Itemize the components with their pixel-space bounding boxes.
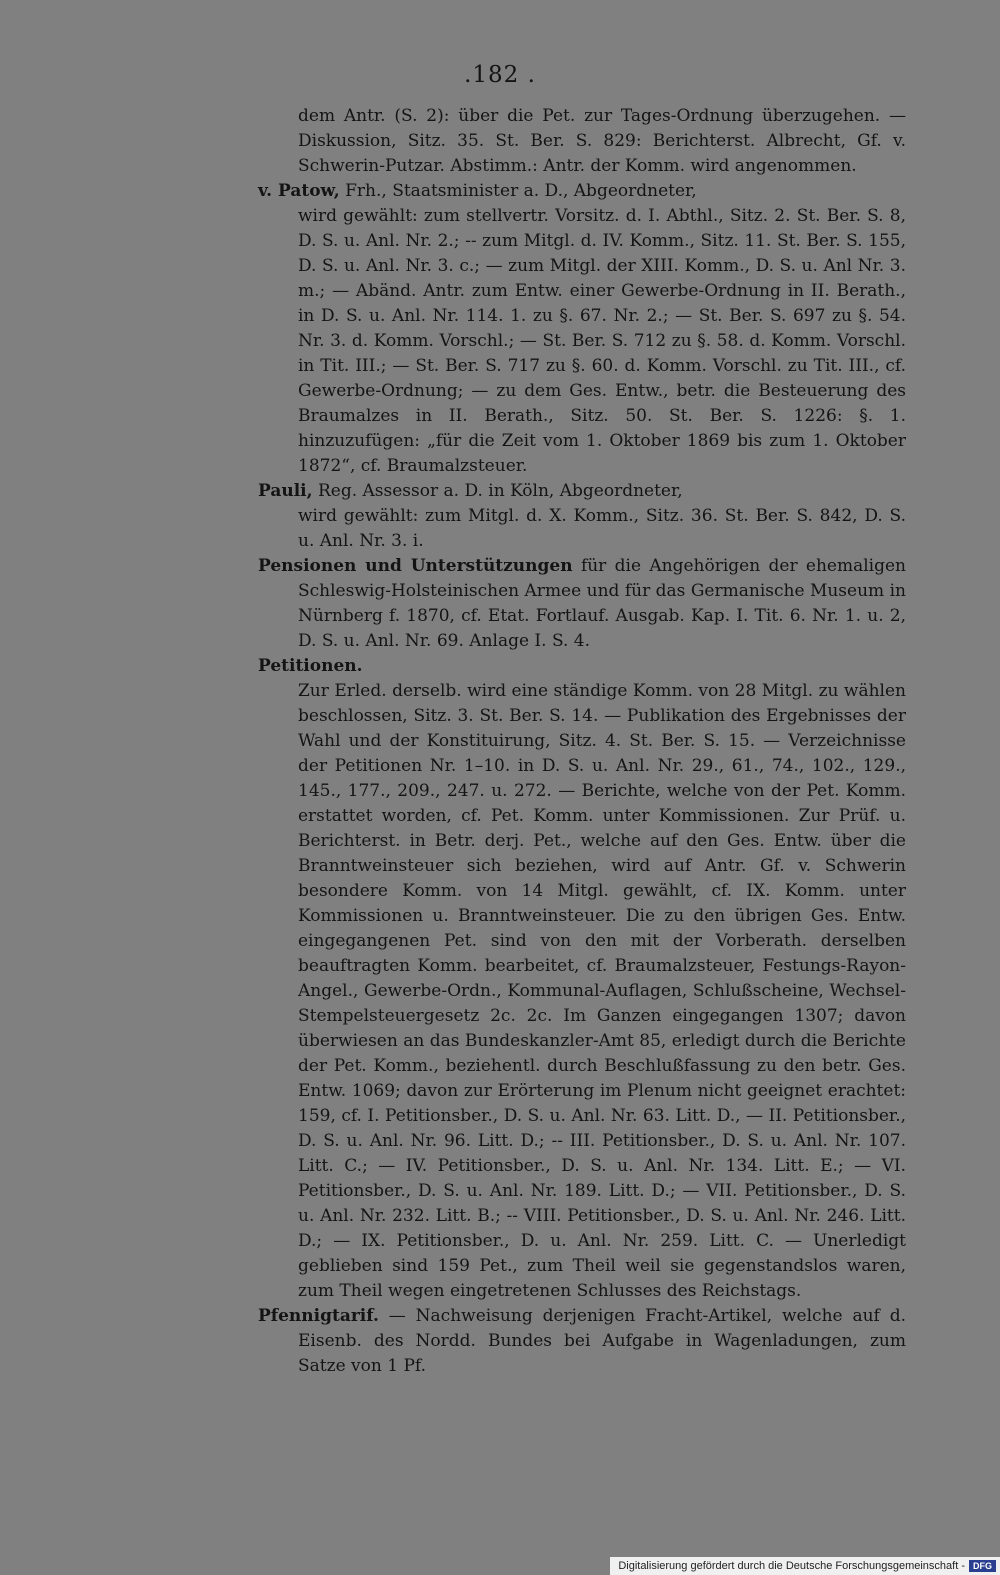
entry-pfennigtarif	[258, 1304, 906, 1379]
entry-head-text: — Nachweisung derjenigen Fracht-Artikel, welche auf d. Eisenb. des Nordd. Bundes bei Aufgabe in Wagenladungen, zum Satze von 1 Pf.	[298, 1306, 906, 1376]
headword-pfennigtarif: Pfennigtarif.	[258, 1306, 379, 1326]
entry-body-text: wird gewählt: zum Mitgl. d. X. Komm., Sitz. 36. St. Ber. S. 842, D. S. u. Anl. Nr. 3. i.	[298, 506, 906, 551]
entry-pensionen	[258, 554, 906, 654]
entry-text: dem Antr. (S. 2): über die Pet. zur Tages-Ordnung überzugehen. — Diskussion, Sitz. 35. St. Ber. S. 829: Berichterst. Albrecht, Gf. v. Schwerin-Putzar. Abstimm.: Antr. der Komm. wird angenommen.	[298, 106, 906, 176]
entry-continuation	[258, 104, 906, 179]
headword-pauli: Pauli,	[258, 481, 313, 501]
entry-pauli-head	[258, 479, 906, 504]
headword-patow: v. Patow,	[258, 181, 340, 201]
entry-head-text: Frh., Staatsminister a. D., Abgeordneter,	[345, 181, 697, 201]
headword-pensionen: Pensionen und Unterstützungen	[258, 556, 573, 576]
entry-pauli-body	[258, 504, 906, 554]
headword-petitionen: Petitionen.	[258, 656, 363, 676]
footer-text: Digitalisierung gefördert durch die Deutsche Forschungsgemeinschaft -	[618, 1560, 965, 1572]
entry-body-text: wird gewählt: zum stellvertr. Vorsitz. d. I. Abthl., Sitz. 2. St. Ber. S. 8, D. S. u. Anl. Nr. 2.; -- zum Mitgl. d. IV. Komm., Sitz. 11. St. Ber. S. 155, D. S. u. Anl. Nr. 3. c.; — zum Mitgl. der XIII. Komm., D. S. u. Anl Nr. 3. m.; — Abänd. Antr. zum Entw. einer Gewerbe-Ordnung in II. Berath., in D. S. u. Anl. Nr. 114. 1. zu §. 67. Nr. 2.; — St. Ber. S. 697 zu §. 54. Nr. 3. d. Komm. Vorschl.; — St. Ber. S. 712 zu §. 58. d. Komm. Vorschl. in Tit. III.; — St. Ber. S. 717 zu §. 60. d. Komm. Vorschl. zu Tit. III., cf. Gewerbe-Ordnung; — zu dem Ges. Entw., betr. die Besteuerung des Braumalzes in II. Berath., Sitz. 50. St. Ber. S. 1226: §. 1. hinzuzufügen: „für die Zeit vom 1. Oktober 1869 bis zum 1. Oktober 1872“, cf. Braumalzsteuer.	[298, 206, 906, 476]
entry-head-text: Reg. Assessor a. D. in Köln, Abgeordneter,	[317, 481, 683, 501]
entry-petitionen-head	[258, 654, 906, 679]
entry-patow-head	[258, 179, 906, 204]
digitization-footer	[610, 1557, 1000, 1575]
page-number: .182 .	[464, 62, 536, 88]
entry-head-text: für die Angehörigen der ehemaligen Schleswig-Holsteinischen Armee und für das Germanische Museum in Nürnberg f. 1870, cf. Etat. Fortlauf. Ausgab. Kap. I. Tit. 6. Nr. 1. u. 2, D. S. u. Anl. Nr. 69. Anlage I. S. 4.	[298, 556, 906, 651]
entry-body-text: Zur Erled. derselb. wird eine ständige Komm. von 28 Mitgl. zu wählen beschlossen, Sitz. 3. St. Ber. S. 14. — Publikation des Ergebnisses der Wahl und der Konstituirung, Sitz. 4. St. Ber. S. 15. — Verzeichnisse der Petitionen Nr. 1–10. in D. S. u. Anl. Nr. 29., 61., 74., 102., 129., 145., 177., 209., 247. u. 272. — Berichte, welche von der Pet. Komm. erstattet worden, cf. Pet. Komm. unter Kommissionen. Zur Prüf. u. Berichterst. in Betr. derj. Pet., welche auf den Ges. Entw. über die Branntweinsteuer sich beziehen, wird auf Antr. Gf. v. Schwerin besondere Komm. von 14 Mitgl. gewählt, cf. IX. Komm. unter Kommissionen u. Branntweinsteuer. Die zu den übrigen Ges. Entw. eingegangenen Pet. sind von den mit der Vorberath. derselben beauftragten Komm. bearbeitet, cf. Braumalzsteuer, Festungs-Rayon-Angel., Gewerbe-Ordn., Kommunal-Auflagen, Schlußscheine, Wechsel-Stempelsteuergesetz 2c. 2c. Im Ganzen eingegangen 1307; davon überwiesen an das Bundeskanzler-Amt 85, erledigt durch die Berichte der Pet. Komm., beziehentl. durch Beschlußfassung zu den betr. Ges. Entw. 1069; davon zur Erörterung im Plenum nicht geeignet erachtet: 159, cf. I. Petitionsber., D. S. u. Anl. Nr. 63. Litt. D., — II. Petitionsber., D. S. u. Anl. Nr. 96. Litt. D.; -- III. Petitionsber., D. S. u. Anl. Nr. 107. Litt. C.; — IV. Petitionsber., D. S. u. Anl. Nr. 134. Litt. E.; — VI. Petitionsber., D. S. u. Anl. Nr. 189. Litt. D.; — VII. Petitionsber., D. S. u. Anl. Nr. 232. Litt. B.; -- VIII. Petitionsber., D. S. u. Anl. Nr. 246. Litt. D.; — IX. Petitionsber., D. u. Anl. Nr. 259. Litt. C. — Unerledigt geblieben sind 159 Pet., zum Theil weil sie gegenstandslos waren, zum Theil wegen eingetretenen Schlusses des Reichstags.	[298, 681, 906, 1301]
entry-patow-body	[258, 204, 906, 479]
entry-petitionen-body	[258, 679, 906, 1304]
dfg-logo-icon: DFG	[969, 1560, 996, 1572]
register-page-content	[258, 104, 906, 1379]
